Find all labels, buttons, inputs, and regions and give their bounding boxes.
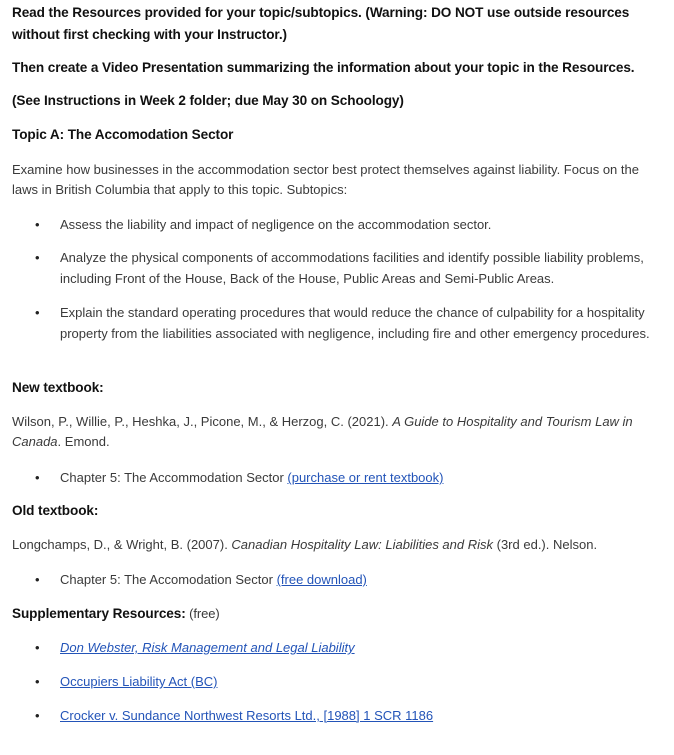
purchase-textbook-link[interactable]: (purchase or rent textbook) — [287, 470, 444, 485]
new-textbook-citation — [12, 412, 652, 452]
instruction-create-video: Then create a Video Presentation summarizing the information about your topic in the Resources. — [12, 60, 635, 75]
supplementary-heading — [12, 603, 220, 625]
old-textbook-heading: Old textbook: — [12, 503, 99, 518]
chapter-label: Chapter 5: The Accommodation Sector — [60, 470, 288, 485]
bullet-icon: • — [35, 250, 40, 265]
list-item — [12, 247, 652, 289]
instruction-due-date: (See Instructions in Week 2 folder; due May 30 on Schoology) — [12, 93, 404, 108]
supplementary-list — [12, 637, 652, 739]
supplementary-note: (free) — [185, 606, 220, 621]
old-textbook-chapter-list — [12, 569, 652, 590]
list-item — [12, 569, 652, 590]
instruction-read-resources: Read the Resources provided for your topic/subtopics. (Warning: DO NOT use outside resources without first checking with your Instructor.) — [12, 5, 630, 42]
chapter-label: Chapter 5: The Accomodation Sector — [60, 572, 277, 587]
citation-publisher: (3rd ed.). Nelson. — [493, 537, 598, 552]
webster-risk-management-link[interactable]: Don Webster, Risk Management and Legal Liability — [60, 640, 355, 655]
subtopic-text: Assess the liability and impact of negligence on the accommodation sector. — [60, 217, 492, 232]
bullet-icon: • — [35, 674, 40, 689]
citation-authors: Longchamps, D., & Wright, B. (2007). — [12, 537, 232, 552]
subtopic-text: Analyze the physical components of accommodations facilities and identify possible liability problems, including Front of the House, Back of the House, Public Areas and Semi-Public Areas. — [60, 250, 644, 286]
new-textbook-heading: New textbook: — [12, 380, 104, 395]
citation-publisher: . Emond. — [57, 434, 110, 449]
topic-description: Examine how businesses in the accommodation sector best protect themselves against liability. Focus on the laws in British Columbia that apply to this topic. Subtopics: — [12, 162, 639, 197]
list-item — [12, 302, 652, 344]
free-download-link[interactable]: (free download) — [276, 572, 367, 587]
bullet-icon: • — [35, 708, 40, 723]
citation-title: Canadian Hospitality Law: Liabilities and Risk — [231, 537, 494, 552]
citation-authors: Wilson, P., Willie, P., Heshka, J., Picone, M., & Herzog, C. (2021). — [12, 414, 393, 429]
bullet-icon: • — [35, 305, 40, 320]
subtopic-list — [12, 214, 652, 344]
list-item — [12, 705, 652, 726]
list-item — [12, 214, 652, 235]
old-textbook-citation — [12, 535, 652, 555]
topic-heading: Topic A: The Accomodation Sector — [12, 127, 234, 142]
citation-title: A Guide to Hospitality and Tourism Law in Canada — [12, 414, 633, 449]
supplementary-label: Supplementary Resources: — [12, 606, 186, 621]
bullet-icon: • — [35, 217, 40, 232]
new-textbook-chapter-list — [12, 467, 652, 488]
list-item — [12, 671, 652, 692]
list-item — [12, 467, 652, 488]
bullet-icon: • — [35, 640, 40, 655]
bullet-icon: • — [35, 572, 40, 587]
bullet-icon: • — [35, 470, 40, 485]
occupiers-liability-act-link[interactable]: Occupiers Liability Act (BC) — [60, 674, 218, 689]
subtopic-text: Explain the standard operating procedures that would reduce the chance of culpability for a hospitality property from the liabilities associated with negligence, including fire and other emergency procedures. — [60, 305, 650, 341]
list-item — [12, 637, 652, 658]
crocker-case-link[interactable]: Crocker v. Sundance Northwest Resorts Ltd., [1988] 1 SCR 1186 — [60, 708, 434, 723]
